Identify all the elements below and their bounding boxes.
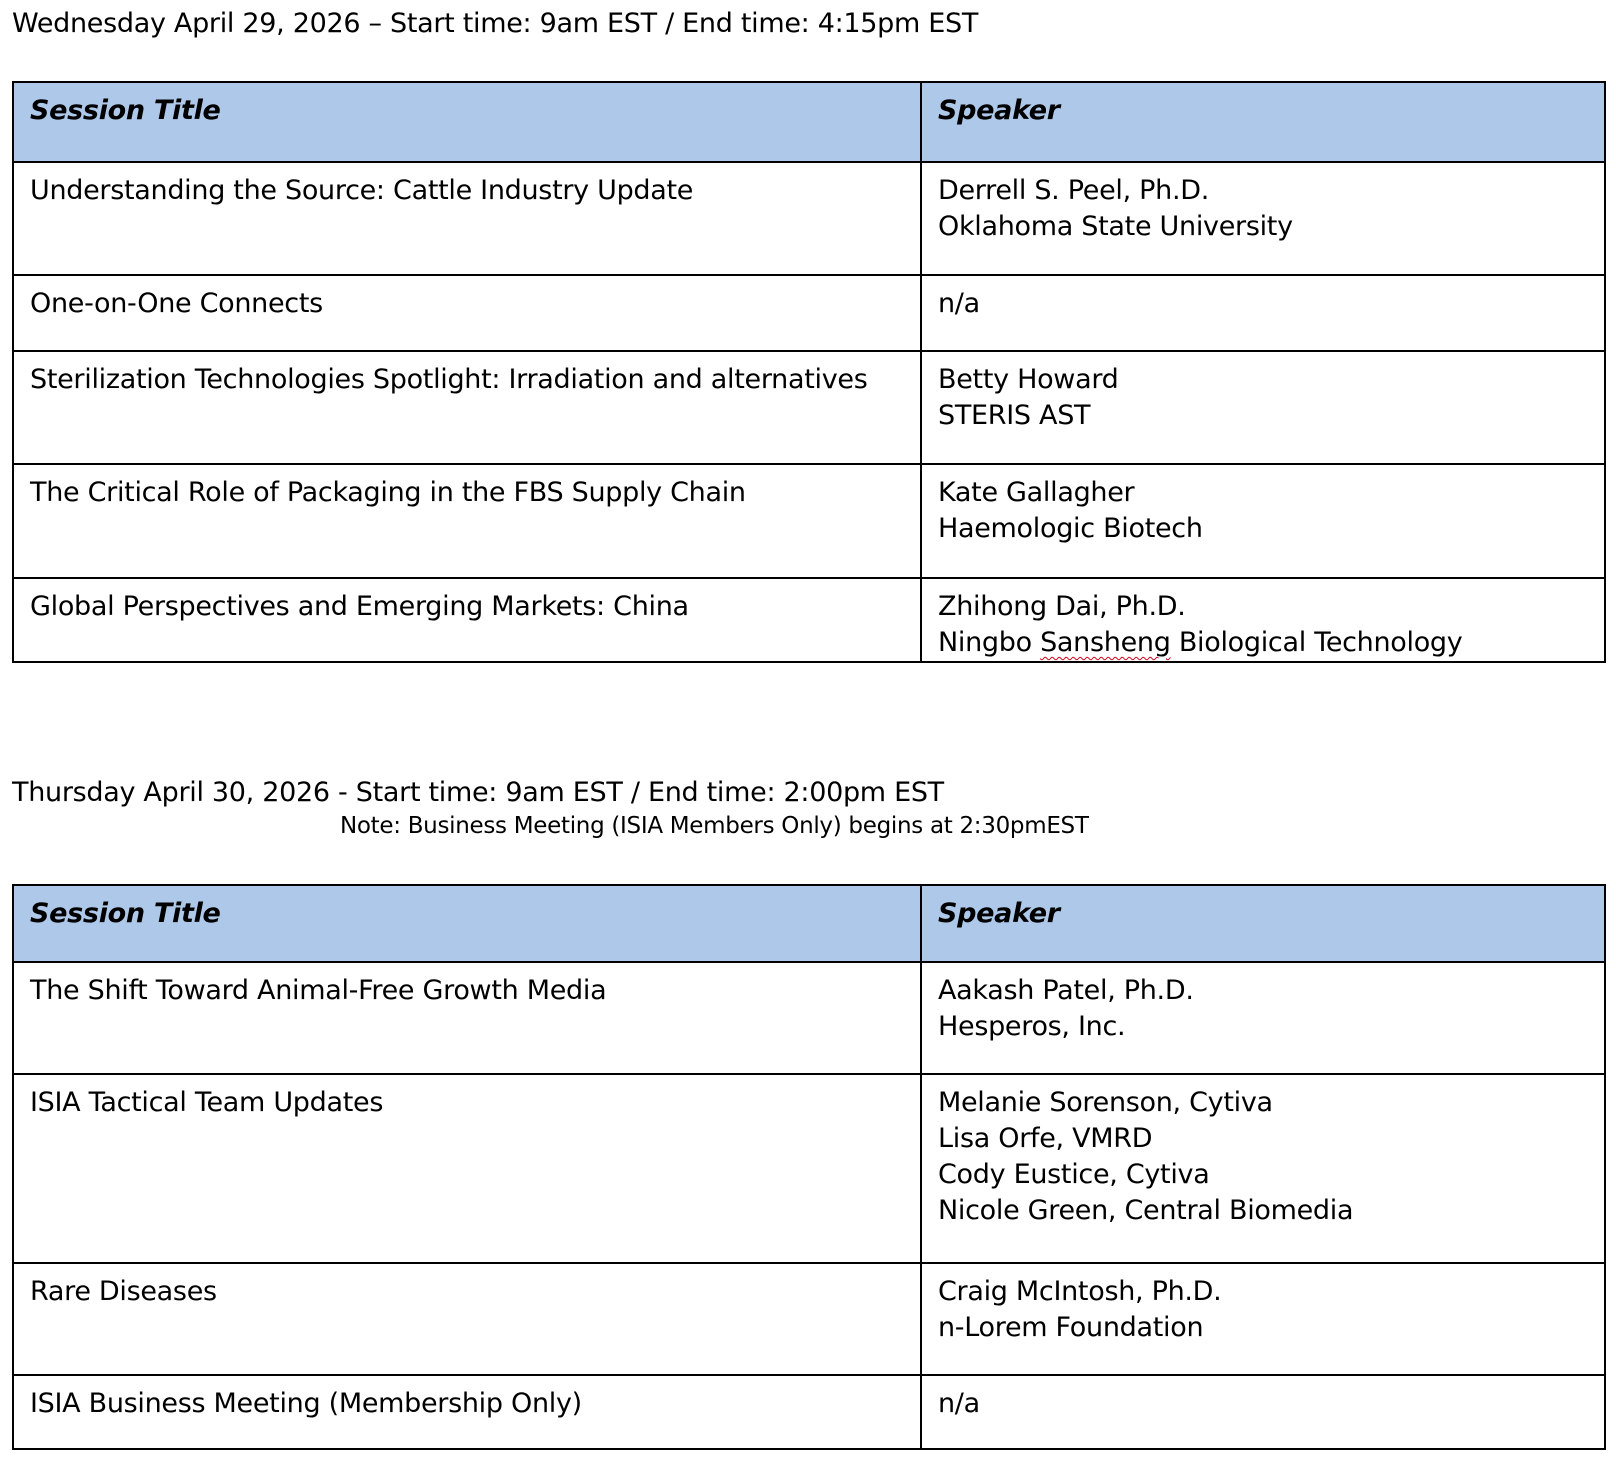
session-title: Global Perspectives and Emerging Markets: China xyxy=(13,578,921,662)
day2-heading: Thursday April 30, 2026 - Start time: 9am EST / End time: 2:00pm EST xyxy=(12,777,944,808)
session-title-header: Session Title xyxy=(13,82,921,162)
day1-schedule-table xyxy=(12,81,1606,663)
speaker-cell xyxy=(921,162,1605,275)
speaker-affiliation: Oklahoma State University xyxy=(938,211,1293,242)
table-row xyxy=(13,464,1605,578)
speaker-cell xyxy=(921,578,1605,662)
speaker-affiliation: STERIS AST xyxy=(938,400,1091,431)
speaker-cell xyxy=(921,1074,1605,1263)
speaker-header: Speaker xyxy=(921,885,1605,962)
table-row xyxy=(13,578,1605,662)
day1-heading: Wednesday April 29, 2026 – Start time: 9am EST / End time: 4:15pm EST xyxy=(12,8,979,39)
table-header-row xyxy=(13,885,1605,962)
business-meeting-note: Note: Business Meeting (ISIA Members Only) begins at 2:30pmEST xyxy=(340,813,1089,839)
speaker-name: Craig McIntosh, Ph.D. xyxy=(938,1276,1222,1307)
session-title: ISIA Tactical Team Updates xyxy=(13,1074,921,1263)
session-title: The Critical Role of Packaging in the FBS Supply Chain xyxy=(13,464,921,578)
table-row xyxy=(13,1263,1605,1375)
table-row xyxy=(13,962,1605,1074)
speaker-affiliation: n-Lorem Foundation xyxy=(938,1312,1204,1343)
speaker-name: Betty Howard xyxy=(938,364,1119,395)
speaker-affiliation xyxy=(938,625,1588,661)
session-title: Understanding the Source: Cattle Industry Update xyxy=(13,162,921,275)
speaker-cell xyxy=(921,275,1605,351)
speaker-name: Aakash Patel, Ph.D. xyxy=(938,975,1194,1006)
table-row xyxy=(13,275,1605,351)
session-title: Rare Diseases xyxy=(13,1263,921,1375)
speaker-name: Derrell S. Peel, Ph.D. xyxy=(938,175,1209,206)
speaker-name: n/a xyxy=(938,1388,980,1419)
speaker-cell xyxy=(921,464,1605,578)
spellcheck-flagged-word[interactable]: Sansheng xyxy=(1040,627,1171,658)
speaker-header: Speaker xyxy=(921,82,1605,162)
affiliation-suffix: Biological Technology xyxy=(1170,627,1463,658)
speaker-name: Zhihong Dai, Ph.D. xyxy=(938,591,1186,622)
speaker-cell xyxy=(921,351,1605,464)
speaker-cell xyxy=(921,1263,1605,1375)
speaker-name: Lisa Orfe, VMRD xyxy=(938,1123,1153,1154)
speaker-name: n/a xyxy=(938,288,980,319)
speaker-name: Melanie Sorenson, Cytiva xyxy=(938,1087,1273,1118)
session-title: One-on-One Connects xyxy=(13,275,921,351)
session-title: The Shift Toward Animal-Free Growth Media xyxy=(13,962,921,1074)
speaker-name: Nicole Green, Central Biomedia xyxy=(938,1195,1354,1226)
table-row xyxy=(13,351,1605,464)
day2-schedule-table xyxy=(12,884,1606,1450)
session-title: ISIA Business Meeting (Membership Only) xyxy=(13,1375,921,1449)
table-row xyxy=(13,1375,1605,1449)
session-title-header: Session Title xyxy=(13,885,921,962)
table-header-row xyxy=(13,82,1605,162)
speaker-cell xyxy=(921,1375,1605,1449)
speaker-affiliation: Haemologic Biotech xyxy=(938,513,1203,544)
speaker-name: Kate Gallagher xyxy=(938,477,1135,508)
affiliation-prefix: Ningbo xyxy=(938,627,1041,658)
session-title: Sterilization Technologies Spotlight: Irradiation and alternatives xyxy=(13,351,921,464)
table-row xyxy=(13,1074,1605,1263)
speaker-cell xyxy=(921,962,1605,1074)
table-row xyxy=(13,162,1605,275)
speaker-name: Cody Eustice, Cytiva xyxy=(938,1159,1210,1190)
speaker-affiliation: Hesperos, Inc. xyxy=(938,1011,1126,1042)
